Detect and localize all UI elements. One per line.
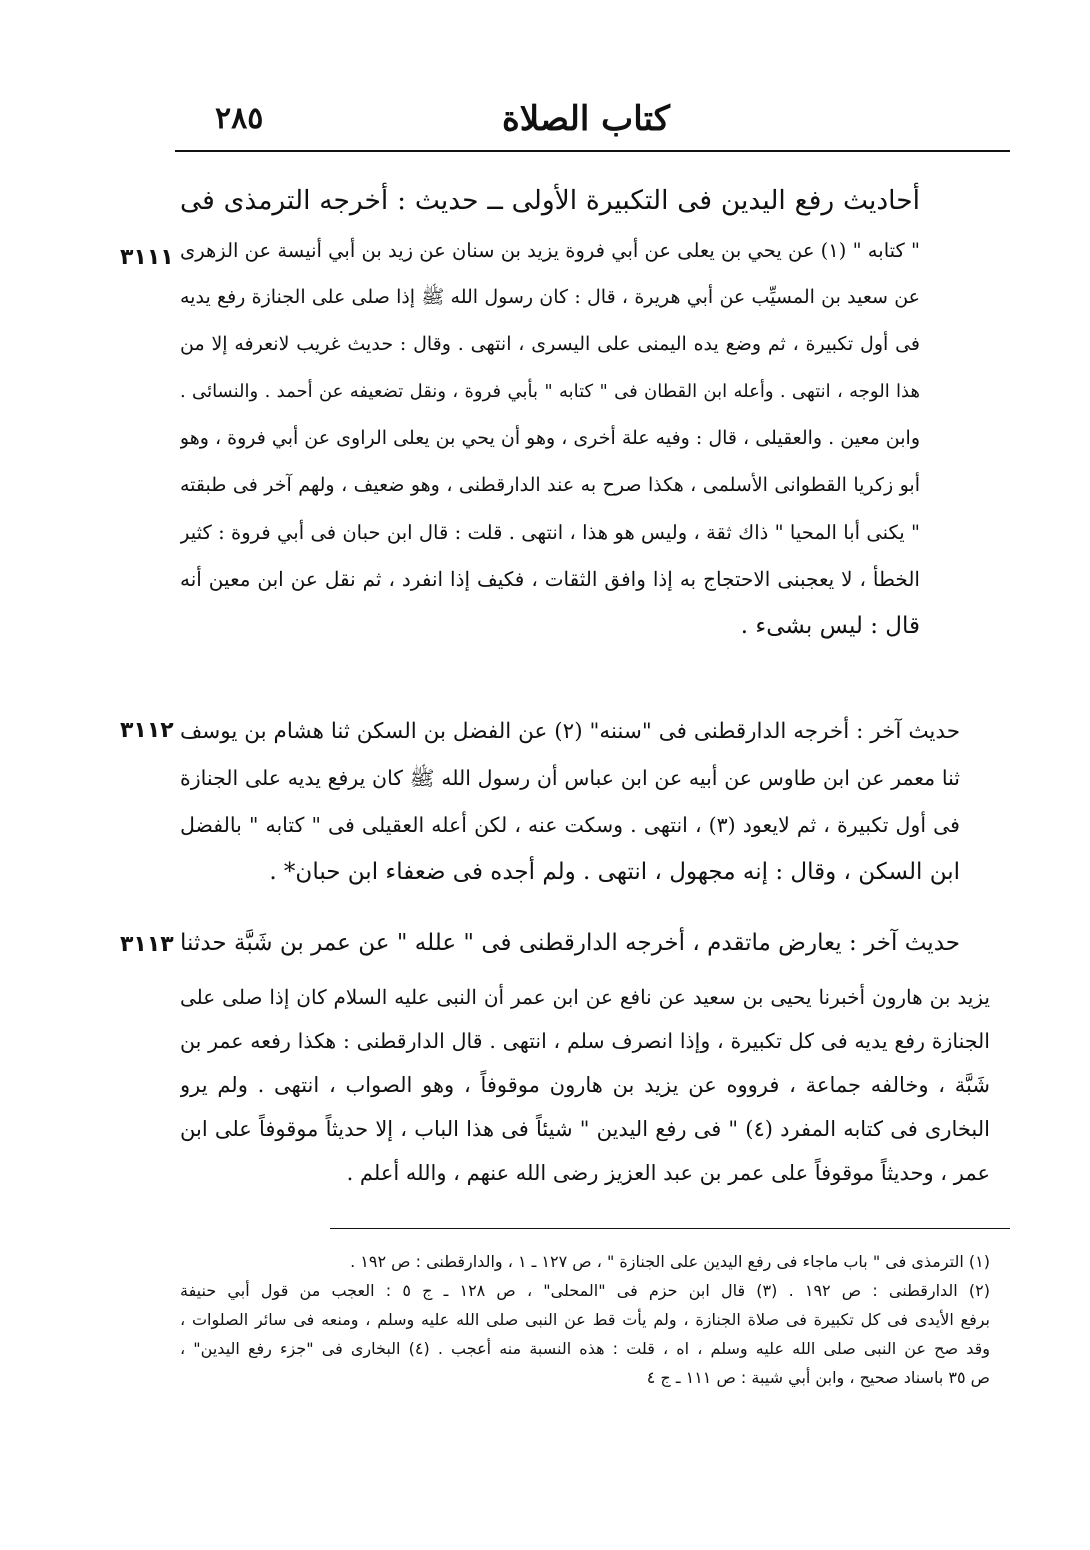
text-line: عمر ، وحديثاً موقوفاً على عمر بن عبد العزيز رضى الله عنهم ، والله أعلم . (346, 1161, 990, 1185)
text-line: حديث آخر : يعارض ماتقدم ، أخرجه الدارقطنى فى " علله " عن عمر بن شَبَّة حدثنا (180, 930, 960, 956)
hadith-paragraph (180, 920, 960, 967)
text-line: قال : ليس بشىء . (740, 613, 920, 639)
text-line: أحاديث رفع اليدين فى التكبيرة الأولى ــ حديث : أخرجه الترمذى فى (180, 185, 920, 216)
text-line: ثنا معمر عن ابن طاوس عن أبيه عن ابن عباس أن رسول الله ﷺ كان يرفع يديه على الجنازة (180, 766, 960, 790)
text-line: البخارى فى كتابه المفرد (٤) " فى رفع اليدين " شيئاً فى هذا الباب ، إلا حديثاً موقوفاً على ابن (180, 1117, 990, 1141)
text-line: الجنازة رفع يديه فى كل تكبيرة ، وإذا انصرف سلم ، انتهى . قال الدارقطنى : هكذا رفعه عمر بن (180, 1029, 990, 1053)
footnote-line: (٢) الدارقطنى : ص ١٩٢ . (٣) قال ابن حزم فى "المحلى" ، ص ١٢٨ ـ ج ٥ : العجب من قول أبي حنيفة (180, 1281, 990, 1300)
text-line: عن سعيد بن المسيِّب عن أبي هريرة ، قال : كان رسول الله ﷺ إذا صلى على الجنازة رفع يديه (180, 286, 920, 308)
intro-paragraph (180, 175, 920, 650)
hadith-narration (180, 975, 990, 1195)
page-title: كتاب الصلاة (501, 99, 670, 139)
header-rule (175, 150, 1010, 152)
text-line: الخطأ ، لا يعجبنى الاحتجاج به إذا وافق الثقات ، فكيف إذا انفرد ، ثم نقل عن ابن معين أنه (180, 567, 920, 591)
text-line: وابن معين . والعقيلى ، قال : وفيه علة أخرى ، وهو أن يحي بن يعلى الراوى عن أبي فروة ، وهو (180, 427, 920, 449)
text-line: شَبَّة ، وخالفه جماعة ، فرووه عن يزيد بن هارون موقوفاً ، وهو الصواب ، انتهى . ولم يرو (180, 1073, 990, 1097)
hadith-number: ٣١١١ (120, 245, 174, 270)
hadith-number: ٣١١٢ (120, 718, 174, 743)
footnote-rule (330, 1228, 1010, 1229)
text-line: حديث آخر : أخرجه الدارقطنى فى "سننه" (٢) عن الفضل بن السكن ثنا هشام بن يوسف (180, 719, 960, 744)
footnote-line: ص ٣٥ باسناد صحيح ، وابن أبي شيبة : ص ١١١ ـ ج ٤ (646, 1368, 990, 1387)
hadith-number: ٣١١٣ (120, 932, 174, 957)
text-line: يزيد بن هارون أخبرنا يحيى بن سعيد عن نافع عن ابن عمر أن النبى عليه السلام كان إذا صلى على (180, 985, 990, 1009)
footnotes (180, 1247, 990, 1392)
text-line: فى أول تكبيرة ، ثم لايعود (٣) ، انتهى . وسكت عنه ، لكن أعله العقيلى فى " كتابه " بالفضل (180, 813, 960, 837)
text-line: ابن السكن ، وقال : إنه مجهول ، انتهى . ولم أجده فى ضعفاء ابن حبان* . (269, 859, 960, 885)
page-header (175, 95, 1010, 151)
text-line: فى أول تكبيرة ، ثم وضع يده اليمنى على اليسرى ، انتهى . وقال : حديث غريب لانعرفه إلا من (180, 333, 920, 355)
footnote-line: (١) الترمذى فى " باب ماجاء فى رفع اليدين على الجنازة " ، ص ١٢٧ ـ ١ ، والدارقطنى : ص ١٩٢ . (350, 1252, 990, 1271)
footnote-line: برفع الأيدى فى كل تكبيرة فى صلاة الجنازة ، ولم يأت قط عن النبى صلى الله عليه وسلم ، ومنعه فى سائر الصلوات ، (180, 1310, 990, 1329)
footnote-line: وقد صح عن النبى صلى الله عليه وسلم ، اه ، قلت : هذه النسبة منه أعجب . (٤) البخارى فى "جزء رفع اليدين" ، (180, 1339, 990, 1358)
hadith-paragraph (180, 708, 960, 896)
text-line: " كتابه " (١) عن يحي بن يعلى عن أبي فروة يزيد بن سنان عن زيد بن أبي أنيسة عن الزهرى (180, 239, 920, 262)
text-line: " يكنى أبا المحيا " ذاك ثقة ، وليس هو هذا ، انتهى . قلت : قال ابن حبان فى أبي فروة : كثير (180, 521, 920, 544)
text-line: أبو زكريا القطوانى الأسلمى ، هكذا صرح به عند الدارقطنى ، وهو ضعيف ، ولهم آخر فى طبقته (180, 474, 920, 496)
text-line: هذا الوجه ، انتهى . وأعله ابن القطان فى " كتابه " بأبي فروة ، ونقل تضعيفه عن أحمد . والنسائى . (180, 381, 920, 402)
page-number: ٢٨٥ (215, 101, 264, 136)
